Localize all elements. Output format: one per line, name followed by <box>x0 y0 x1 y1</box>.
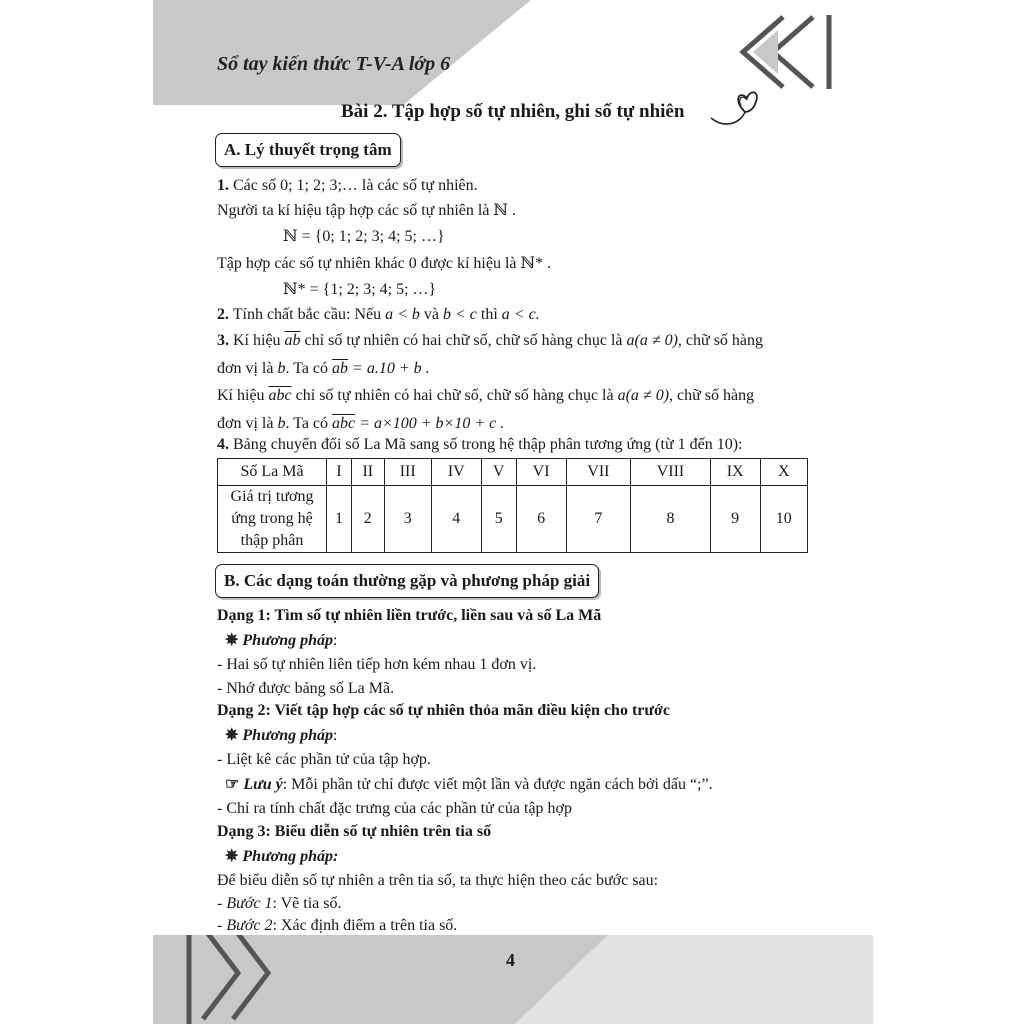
method-label: ✵ Phương pháp: <box>225 848 339 865</box>
decimal-cell: 7 <box>566 486 631 553</box>
decimal-cell: 10 <box>760 486 807 553</box>
theory-line-1: 1. Các số 0; 1; 2; 3;… là các số tự nhiên. <box>217 177 478 194</box>
form-1-title: Dạng 1: Tìm số tự nhiên liền trước, liền sau và số La Mã <box>217 607 602 624</box>
roman-cell: IV <box>431 459 481 486</box>
step-2: - Bước 2: Xác định điểm a trên tia số. <box>217 917 458 934</box>
book-title: Sổ tay kiến thức T-V-A lớp 6 <box>217 53 451 75</box>
form-1-method-1: - Hai số tự nhiên liên tiếp hơn kém nhau 1 đơn vị. <box>217 656 537 673</box>
decimal-row <box>218 486 808 553</box>
method-label: ✵ Phương pháp: <box>225 632 338 649</box>
star-burst-icon: ✵ <box>225 727 239 744</box>
footer-band <box>153 935 873 1024</box>
decimal-cell: 9 <box>710 486 760 553</box>
section-a-title: A. Lý thuyết trọng tâm <box>215 133 401 167</box>
lesson-title: Bài 2. Tập hợp số tự nhiên, ghi số tự nhiên <box>341 101 685 122</box>
roman-cell: VII <box>566 459 631 486</box>
form-2-title: Dạng 2: Viết tập hợp các số tự nhiên thỏa mãn điều kiện cho trước <box>217 702 670 719</box>
theory-line-4: Tập hợp các số tự nhiên khác 0 được kí hiệu là ℕ* . <box>217 255 552 272</box>
roman-cell: VIII <box>631 459 711 486</box>
section-b-title: B. Các dạng toán thường gặp và phương pháp giải <box>215 564 599 598</box>
roman-cell: IX <box>710 459 760 486</box>
decimal-cell: 2 <box>352 486 384 553</box>
decimal-cell: 1 <box>327 486 352 553</box>
form-3-intro: Để biểu diễn số tự nhiên a trên tia số, ta thực hiện theo các bước sau: <box>217 872 659 889</box>
roman-cell: X <box>760 459 807 486</box>
three-digit-notation: Kí hiệu $\overline{abc}$ chỉ số tự nhiên có hai chữ số, chữ số hàng chục là a(a ≠ 0), chữ số hàng <box>217 387 755 404</box>
roman-row <box>218 459 808 486</box>
roman-cell: II <box>352 459 384 486</box>
pointing-hand-icon: ☞ <box>225 776 240 793</box>
roman-cell: III <box>384 459 431 486</box>
decimal-cell: 5 <box>481 486 516 553</box>
roman-cell: VI <box>516 459 566 486</box>
star-burst-icon: ✵ <box>225 632 239 649</box>
natural-star-set: ℕ* = {1; 2; 3; 4; 5; …} <box>283 281 437 298</box>
form-2-method-1: - Liệt kê các phần tử của tập hợp. <box>217 751 431 768</box>
two-digit-formula: đơn vị là b. Ta có $\overline{ab} = a.10 + b$ . <box>217 360 430 377</box>
natural-set: ℕ = {0; 1; 2; 3; 4; 5; …} <box>283 228 445 245</box>
star-burst-icon: ✵ <box>225 848 239 865</box>
theory-line-2: Người ta kí hiệu tập hợp các số tự nhiên là ℕ . <box>217 202 517 219</box>
document-page <box>153 0 873 1024</box>
transitive-property: 2. Tính chất bắc cầu: Nếu a < b và b < c thì a < c. <box>217 306 540 323</box>
page-number: 4 <box>506 950 515 970</box>
form-3-title: Dạng 3: Biểu diễn số tự nhiên trên tia số <box>217 823 492 840</box>
roman-cell: I <box>327 459 352 486</box>
note-line: ☞ Lưu ý: Mỗi phần tử chỉ được viết một lần và được ngăn cách bởi dấu “;”. <box>225 776 713 793</box>
two-digit-notation: 3. Kí hiệu $\overline{ab}$ chỉ số tự nhiên có hai chữ số, chữ số hàng chục là a(a ≠ 0), chữ số hàng <box>217 332 764 349</box>
form-2-method-2: - Chỉ ra tính chất đặc trưng của các phần tử của tập hợp <box>217 800 572 817</box>
right-margin <box>873 0 1024 1024</box>
decimal-cell: 3 <box>384 486 431 553</box>
decimal-cell: 6 <box>516 486 566 553</box>
heart-doodle-icon <box>701 88 771 138</box>
roman-header-cell: Số La Mã <box>218 459 327 486</box>
roman-cell: V <box>481 459 516 486</box>
method-label: ✵ Phương pháp: <box>225 727 338 744</box>
step-1: - Bước 1: Vẽ tia số. <box>217 895 342 912</box>
left-margin <box>0 0 153 1024</box>
roman-numeral-table <box>217 458 808 553</box>
three-digit-formula: đơn vị là b. Ta có $\overline{abc} = a\times 100 + b\times 10 + c$ . <box>217 415 505 432</box>
decimal-cell: 4 <box>431 486 481 553</box>
roman-table-caption: 4. Bảng chuyển đổi số La Mã sang số trong hệ thập phân tương ứng (từ 1 đến 10): <box>217 436 743 453</box>
decimal-cell: 8 <box>631 486 711 553</box>
form-1-method-2: - Nhớ được bảng số La Mã. <box>217 680 395 697</box>
decimal-header-cell: Giá trị tương ứng trong hệ thập phân <box>218 486 327 553</box>
